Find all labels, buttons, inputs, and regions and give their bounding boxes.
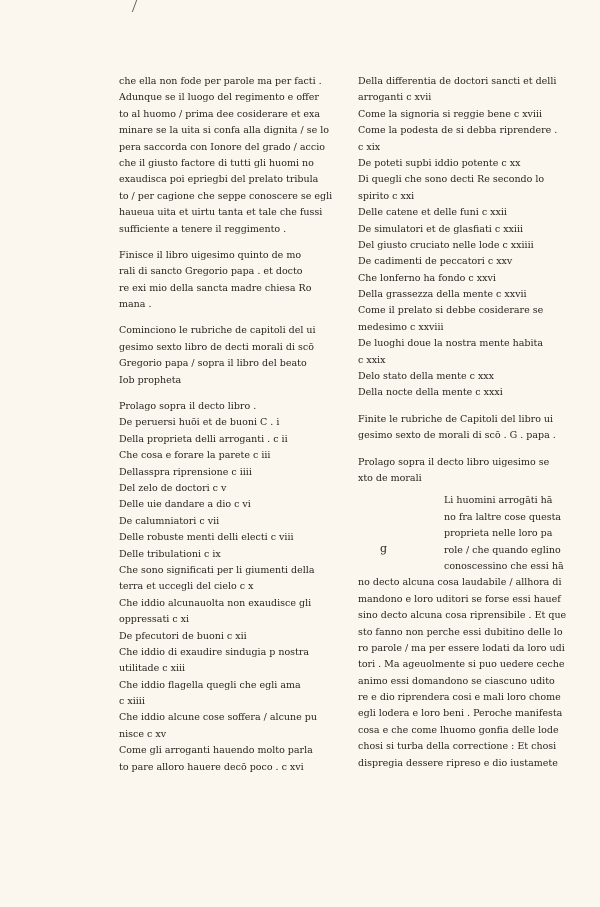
right-column [358,74,588,772]
text-line: ro parole / ma per essere lodati da loro udi [358,642,565,654]
left-column [119,74,344,776]
text-line: xto de morali [358,472,422,484]
text-line: tori . Ma ageuolmente si puo uedere ceche [358,659,565,671]
text-line: cosa e che come lhuomo gonfia delle lode [358,724,559,736]
text-line: Della proprieta delli arroganti . c ii [119,433,288,445]
spacer [358,402,588,412]
text-line: no fra laltre cose questa [444,511,562,523]
text-line: pera saccorda con Ionore del grado / accio [119,141,325,153]
text-line: Del zelo de doctori c v [119,482,227,494]
text-line: Delle catene et delle funi c xxii [358,207,507,219]
spacer [358,445,588,455]
text-line: Della nocte della mente c xxxi [358,387,503,399]
text-line: Come gli arroganti hauendo molto parla [119,745,313,757]
text-line: Delo stato della mente c xxx [358,371,495,383]
text-line: che il giusto factore di tutti gli huomi no [119,157,314,169]
guide-letter: g [380,542,388,556]
text-line: minare se la uita si confa alla dignita / se lo [119,125,329,137]
text-line: De simulatori et de glasfiati c xxiii [358,223,524,235]
text-line: De poteti supbi iddio potente c xx [358,157,521,169]
text-line: arroganti c xvii [358,92,432,104]
text-line: Finite le rubriche de Capitoli del libro ui [358,413,554,425]
text-line: to al huomo / prima dee cosiderare et exa [119,108,321,120]
text-line: gesimo sexto libro de decti morali di scō [119,341,314,353]
text-line: Gregorio papa / sopra il libro del beato [119,358,307,370]
right-paragraph-4-opening [358,493,588,575]
text-line: mandono e loro uditori se forse essi hauef [358,593,561,605]
text-line: Delle uie dandare a dio c vi [119,499,251,511]
text-line: Adunque se il luogo del regimento e offer [119,92,319,104]
spacer [119,313,344,323]
text-line: Come la signoria si reggie bene c xviii [358,108,543,120]
page-edge-mark [126,0,137,12]
spacer [119,238,344,248]
text-line: sto fanno non perche essi dubitino delle lo [358,626,563,638]
text-line: Della differentia de doctori sancti et delli [358,76,557,87]
spacer [119,389,344,399]
text-line: to / per cagione che seppe conoscere se egli [119,190,333,202]
text-line: re exi mio della sancta madre chiesa Ro [119,282,312,294]
text-line: re e dio riprendera cosi e mali loro chome [358,692,561,704]
text-line: sufficiente a tenere il reggimento . [119,223,287,235]
text-line: Della grassezza della mente c xxvii [358,289,527,301]
right-paragraph-1 [358,74,588,402]
text-line: spirito c xxi [358,190,415,202]
text-line: Che sono significati per li giumenti della [119,564,315,576]
text-line: animo essi domandono se ciascuno udito [358,675,555,687]
left-paragraph-4 [119,399,344,776]
left-paragraph-3 [119,323,344,389]
left-paragraph-2 [119,248,344,314]
text-line: Che iddio alcune cose soffera / alcune pu [119,712,317,724]
text-line: Dellasspra riprensione c iiii [119,466,252,478]
text-line: sino decto alcuna cosa riprensibile . Et que [358,610,567,622]
text-line: oppressati c xi [119,614,190,626]
text-line: Che iddio di exaudire sindugia p nostra [119,646,310,658]
text-line: mana . [119,299,152,311]
text-line: proprieta nelle loro pa [444,528,553,540]
text-line: dispregia dessere ripreso e dio iustamete [358,757,558,769]
right-paragraph-2 [358,412,588,445]
text-line: Che cosa e forare la parete c iii [119,450,271,462]
text-line: De calumniatori c vii [119,515,220,527]
text-line: Del giusto cruciato nelle lode c xxiiii [358,239,534,251]
right-paragraph-3 [358,455,588,488]
text-line: De peruersi huōi et de buoni C . i [119,417,280,429]
text-line: Come il prelato si debbe cosiderare se [358,305,544,317]
text-line: to pare alloro hauere decō poco . c xvi [119,761,304,773]
text-line: Di quegli che sono decti Re secondo lo [358,174,545,186]
text-line: chosi si turba della correctione : Et chosi [358,741,557,753]
text-line: utilitade c xiii [119,663,186,675]
text-line: Prolago sopra il decto libro uigesimo se [358,456,550,468]
text-line: haueua uita et uirtu tanta et tale che fussi [119,207,323,219]
text-line: c xiiii [119,696,145,708]
text-line: nisce c xv [119,728,167,740]
text-line: Delle robuste menti delli electi c viii [119,532,294,544]
text-line: gesimo sexto de morali di scō . G . papa . [358,430,556,442]
text-line: De cadimenti de peccatori c xxv [358,256,513,268]
text-line: Come la podesta de si debba riprendere . [358,125,558,137]
text-line: Cominciono le rubriche de capitoli del ui [119,325,316,337]
text-line: no decto alcuna cosa laudabile / allhora di [358,577,562,589]
text-line: rali di sancto Gregorio papa . et docto [119,266,303,278]
text-line: Iob propheta [119,374,182,386]
text-line: exaudisca poi epriegbi del prelato tribula [119,174,319,186]
text-line: conoscessino che essi hā [444,560,564,572]
text-line: medesimo c xxviii [358,321,444,333]
text-line: Delle tribulationi c ix [119,548,221,560]
text-line: Li huomini arrogāti hā [444,495,553,507]
text-line: c xxix [358,354,386,366]
text-line: Che lonferno ha fondo c xxvi [358,272,496,284]
text-line: egli lodera e loro beni . Peroche manifesta [358,708,563,720]
text-line: Che iddio alcunauolta non exaudisce gli [119,597,312,609]
left-paragraph-1 [119,74,344,238]
text-line: De luoghi doue la nostra mente habita [358,338,544,350]
text-line: Che iddio flagella quegli che egli ama [119,679,301,691]
text-line: Prolago sopra il decto libro . [119,401,257,413]
text-line: role / che quando eglino [444,544,561,556]
text-line: De pfecutori de buoni c xii [119,630,247,642]
text-line: terra et uccegli del cielo c x [119,581,254,593]
text-line: c xix [358,141,381,153]
right-paragraph-4 [358,575,588,772]
text-line: Finisce il libro uigesimo quinto de mo [119,249,302,261]
text-line: che ella non fode per parole ma per facti . [119,76,322,87]
